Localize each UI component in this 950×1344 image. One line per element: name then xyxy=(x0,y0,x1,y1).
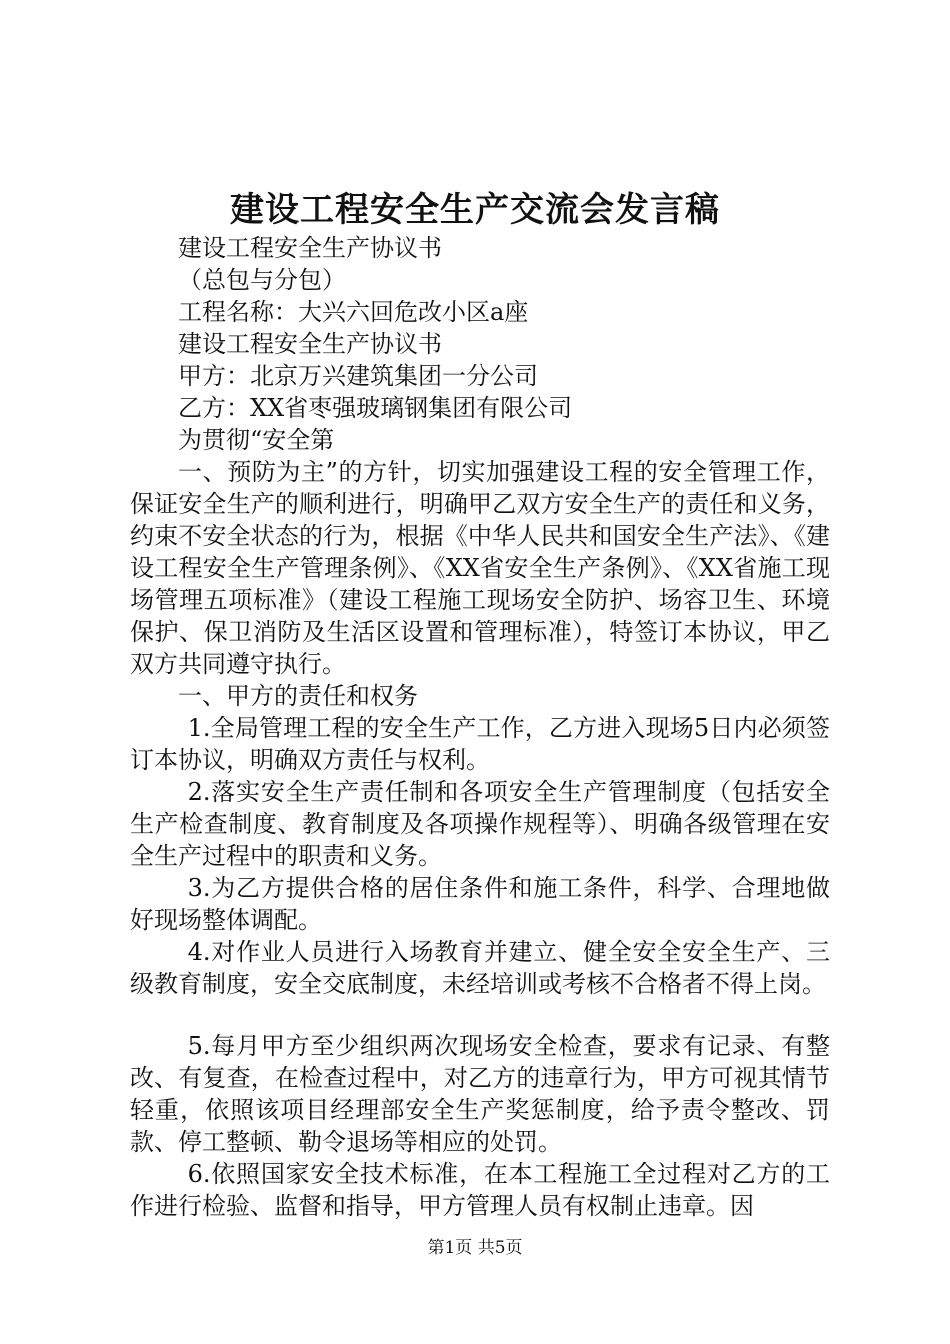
text-line: 为贯彻“安全第 xyxy=(178,426,335,454)
text-line: 建设工程安全生产协议书 xyxy=(178,234,442,262)
document-body xyxy=(130,232,830,1222)
text-line: （总包与分包） xyxy=(178,266,346,294)
text-line: 乙方：XX省枣强玻璃钢集团有限公司 xyxy=(178,394,573,422)
document-title: 建设工程安全生产交流会发言稿 xyxy=(230,190,720,230)
paragraph: 3.为乙方提供合格的居住条件和施工条件，科学、合理地做好现场整体调配。 xyxy=(130,874,830,934)
page-number: 第1页 共5页 xyxy=(427,1238,523,1258)
text-line: 建设工程安全生产协议书 xyxy=(178,330,442,358)
paragraph: 2.落实安全生产责任制和各项安全生产管理制度（包括安全生产检查制度、教育制度及各项操作规程等）、明确各级管理在安全生产过程中的职责和义务。 xyxy=(130,778,830,870)
paragraph-gap xyxy=(130,1000,830,1030)
paragraph: 5.每月甲方至少组织两次现场安全检查，要求有记录、有整改、有复查，在检查过程中，对乙方的违章行为，甲方可视其情节轻重，依照该项目经理部安全生产奖惩制度，给予责令整改、罚款、停工整顿、勒令退场等相应的处罚。 xyxy=(130,1032,830,1156)
paragraph: 6.依照国家安全技术标准，在本工程施工全过程对乙方的工作进行检验、监督和指导，甲方管理人员有权制止违章。因 xyxy=(130,1160,830,1220)
section-heading: 一、甲方的责任和权务 xyxy=(178,682,418,710)
text-line: 甲方：北京万兴建筑集团一分公司 xyxy=(178,362,538,390)
paragraph: 一、预防为主”的方针，切实加强建设工程的安全管理工作，保证安全生产的顺利进行，明确甲乙双方安全生产的责任和义务，约束不安全状态的行为，根据《中华人民共和国安全生产法》、《建设工程安全生产管理条例》、《XX省安全生产条例》、《XX省施工现场管理五项标准》（建设工程施工现场安全防护、场容卫生、环境保护、保卫消防及生活区设置和管理标准），特签订本协议，甲乙双方共同遵守执行。 xyxy=(130,458,830,678)
paragraph: 1.全局管理工程的安全生产工作，乙方进入现场5日内必须签订本协议，明确双方责任与权利。 xyxy=(130,714,830,774)
paragraph: 4.对作业人员进行入场教育并建立、健全安全安全生产、三级教育制度，安全交底制度，未经培训或考核不合格者不得上岗。 xyxy=(130,938,830,998)
text-line: 工程名称：大兴六回危改小区a座 xyxy=(178,298,529,326)
